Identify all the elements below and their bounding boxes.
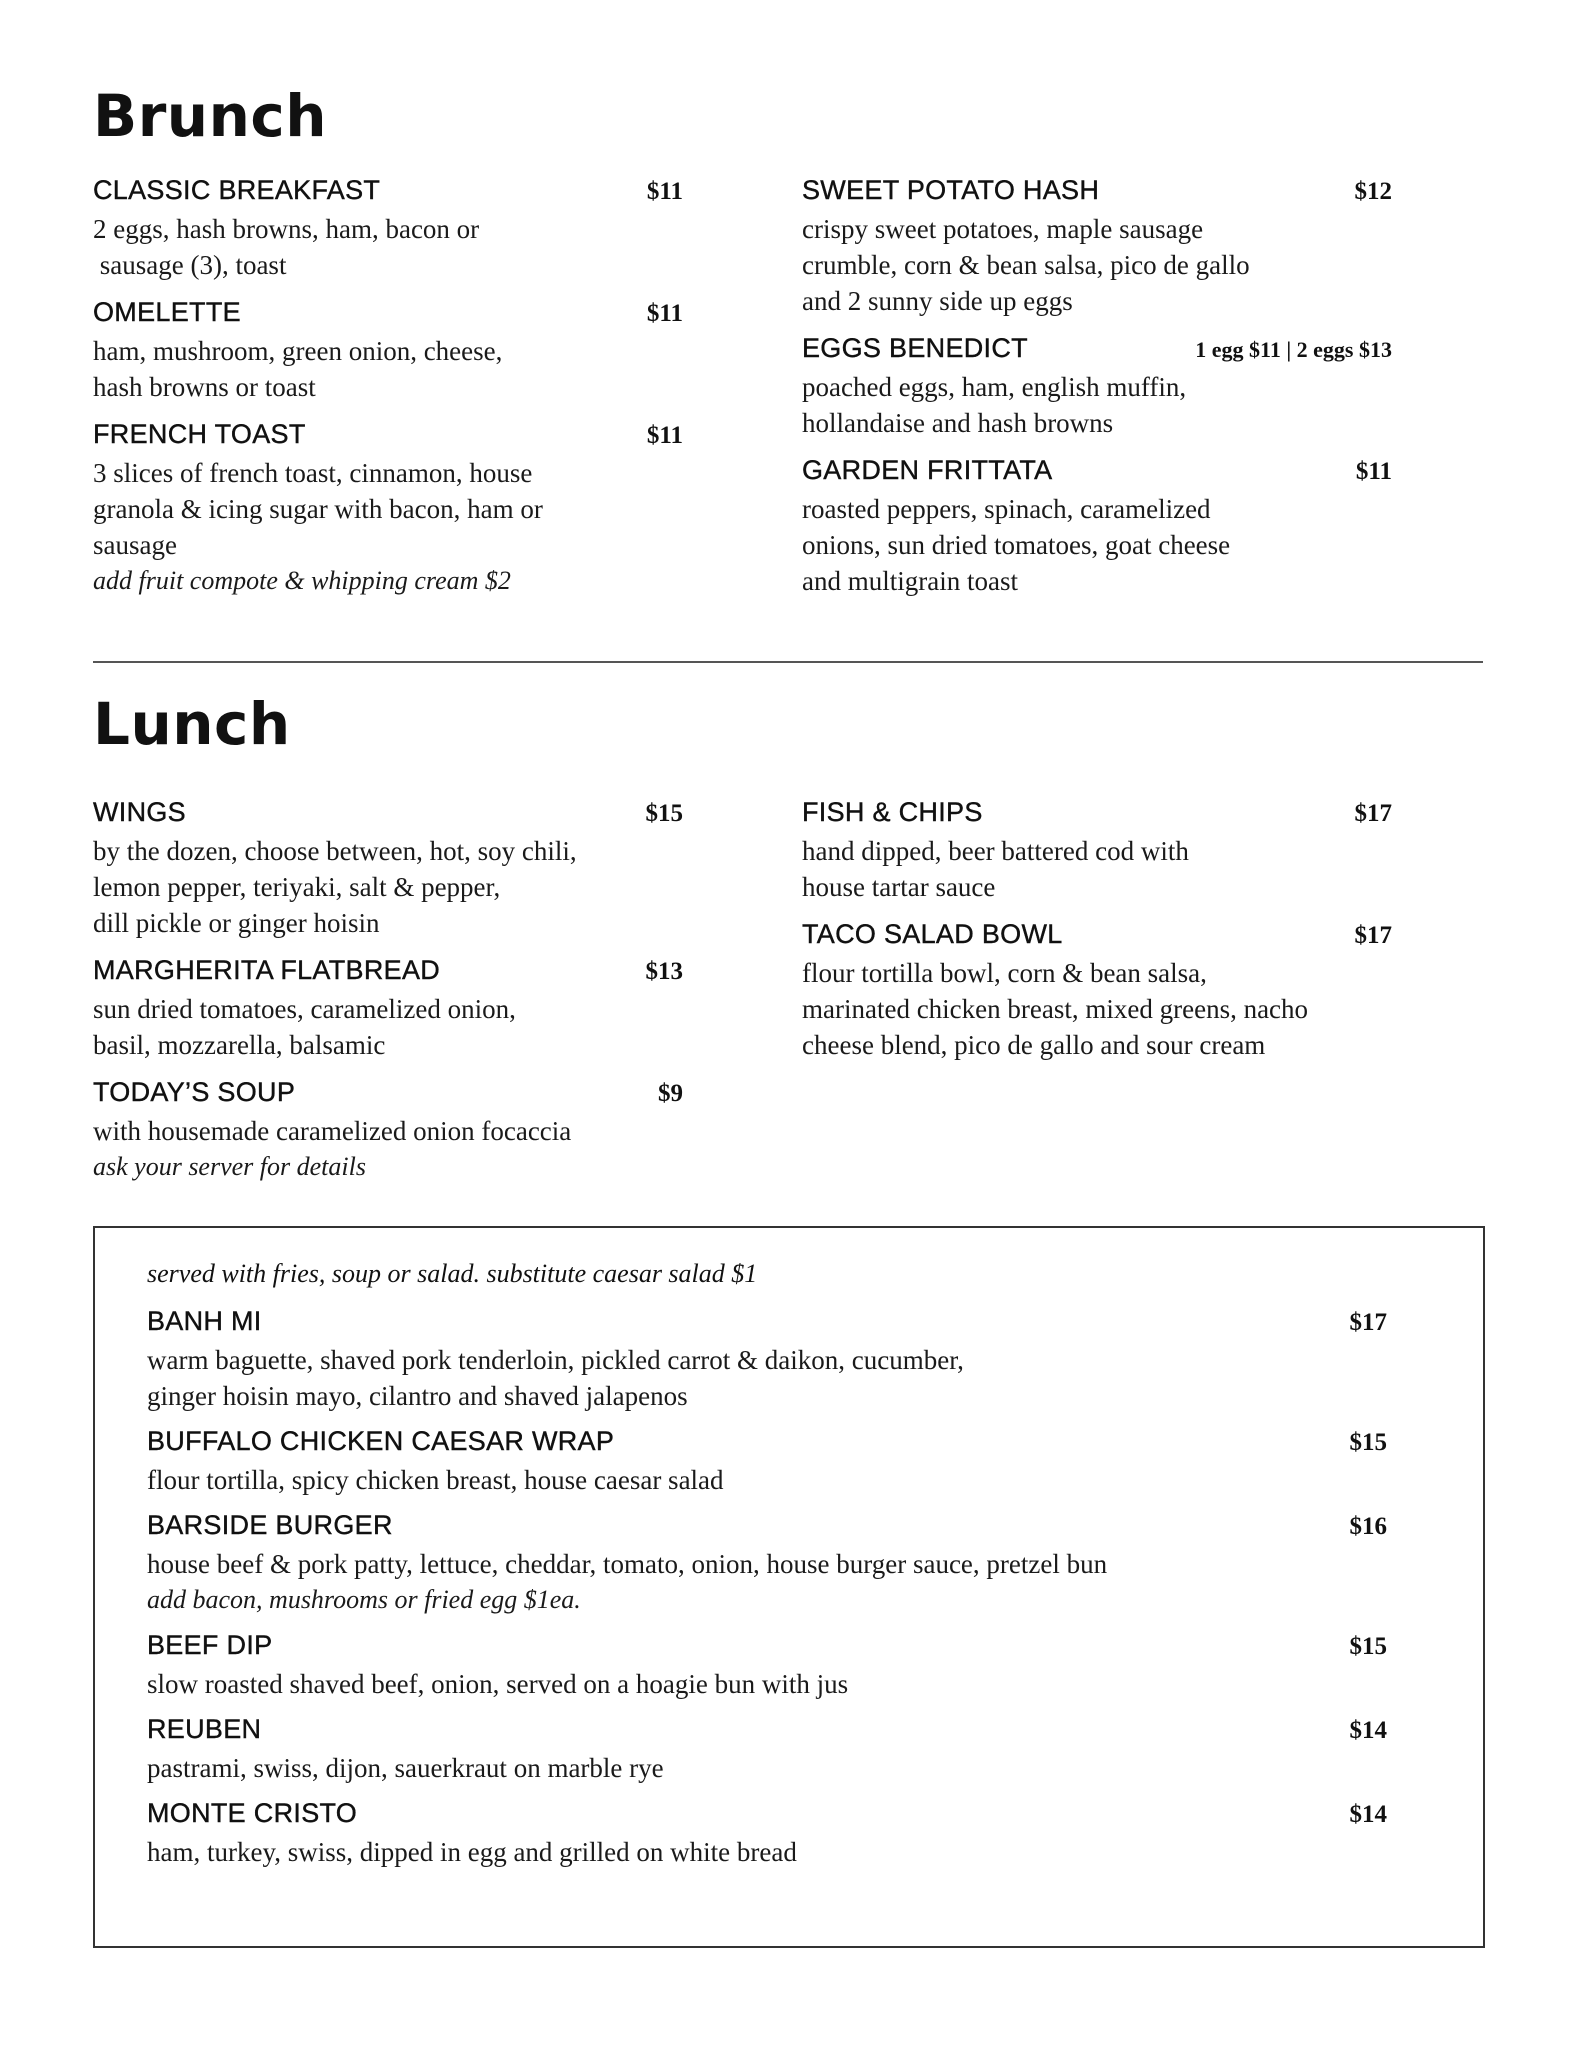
menu-item [147,1714,1387,1786]
item-description-line: marinated chicken breast, mixed greens, nacho [802,994,1309,1024]
item-name: OMELETTE [93,297,241,327]
item-description-line: ham, turkey, swiss, dipped in egg and grilled on white bread [147,1837,797,1867]
item-price: $16 [1349,1513,1387,1540]
item-description-line: house beef & pork patty, lettuce, cheddar, tomato, onion, house burger sauce, pretzel bun [147,1549,1108,1579]
item-description-line: onions, sun dried tomatoes, goat cheese [802,530,1231,560]
item-name: BARSIDE BURGER [147,1510,393,1540]
lunch-heading: Lunch [93,690,291,758]
item-description-line: with housemade caramelized onion focaccia [93,1116,572,1146]
menu-item [93,797,683,941]
item-description-line: sun dried tomatoes, caramelized onion, [93,994,516,1024]
item-description-line: 3 slices of french toast, cinnamon, house [93,458,533,488]
item-description-line: flour tortilla, spicy chicken breast, house caesar salad [147,1465,724,1495]
item-price: $17 [1354,922,1392,949]
lunch-right-column [802,797,1392,1077]
item-description-line: dill pickle or ginger hoisin [93,908,380,938]
menu-item [147,1306,1387,1414]
item-price: $13 [645,958,683,985]
menu-item [802,919,1392,1063]
item-name: REUBEN [147,1714,262,1744]
item-price: $17 [1349,1309,1387,1336]
menu-item [93,297,683,405]
item-name: EGGS BENEDICT [802,333,1028,363]
item-description-line: sausage (3), toast [93,250,287,280]
item-price: $15 [645,800,683,827]
item-name: MONTE CRISTO [147,1798,358,1828]
sandwiches-intro-note: served with fries, soup or salad. substitute caesar salad $1 [147,1259,758,1288]
menu-item [802,455,1392,599]
menu-item [93,955,683,1063]
item-price: $12 [1354,178,1392,205]
item-description-line: warm baguette, shaved pork tenderloin, pickled carrot & daikon, cucumber, [147,1345,964,1375]
item-description-line: and multigrain toast [802,566,1018,596]
item-name: CLASSIC BREAKFAST [93,175,381,205]
item-name: FRENCH TOAST [93,419,306,449]
item-note: ask your server for details [93,1152,366,1181]
menu-item [147,1798,1387,1870]
item-name: TODAY’S SOUP [93,1077,296,1107]
item-price: 1 egg $11 | 2 eggs $13 [1195,337,1392,362]
brunch-heading: Brunch [93,82,328,150]
item-description-line: pastrami, swiss, dijon, sauerkraut on marble rye [147,1753,664,1783]
item-description-line: sausage [93,530,177,560]
item-description-line: house tartar sauce [802,872,996,902]
item-description-line: hollandaise and hash browns [802,408,1114,438]
menu-item [147,1426,1387,1498]
lunch-left-column [93,797,683,1199]
item-description-line: and 2 sunny side up eggs [802,286,1073,316]
item-name: SWEET POTATO HASH [802,175,1100,205]
item-description-line: ham, mushroom, green onion, cheese, [93,336,503,366]
item-description-line: hand dipped, beer battered cod with [802,836,1189,866]
item-note: add fruit compote & whipping cream $2 [93,566,511,595]
item-description-line: crispy sweet potatoes, maple sausage [802,214,1204,244]
sandwiches-box [93,1226,1485,1948]
item-name: WINGS [93,797,186,827]
item-name: TACO SALAD BOWL [802,919,1063,949]
item-price: $11 [1355,458,1392,485]
item-description-line: hash browns or toast [93,372,316,402]
menu-item [802,333,1392,441]
item-description-line: crumble, corn & bean salsa, pico de gallo [802,250,1250,280]
item-price: $14 [1349,1801,1387,1828]
item-description-line: granola & icing sugar with bacon, ham or [93,494,543,524]
item-description-line: lemon pepper, teriyaki, salt & pepper, [93,872,501,902]
menu-item [93,175,683,283]
item-price: $17 [1354,800,1392,827]
item-name: FISH & CHIPS [802,797,983,827]
item-price: $9 [658,1080,683,1107]
item-description-line: poached eggs, ham, english muffin, [802,372,1187,402]
item-price: $11 [646,178,683,205]
menu-item [93,1077,683,1185]
menu-item [147,1510,1387,1618]
menu-item [802,175,1392,319]
item-price: $15 [1349,1633,1387,1660]
item-name: GARDEN FRITTATA [802,455,1053,485]
menu-item [147,1630,1387,1702]
item-price: $15 [1349,1429,1387,1456]
item-note: add bacon, mushrooms or fried egg $1ea. [147,1585,581,1614]
item-name: BEEF DIP [147,1630,273,1660]
item-description-line: by the dozen, choose between, hot, soy chili, [93,836,577,866]
item-name: MARGHERITA FLATBREAD [93,955,441,985]
item-description-line: ginger hoisin mayo, cilantro and shaved jalapenos [147,1381,688,1411]
item-price: $14 [1349,1717,1387,1744]
item-description-line: cheese blend, pico de gallo and sour cream [802,1030,1266,1060]
item-description-line: 2 eggs, hash browns, ham, bacon or [93,214,480,244]
section-divider [93,661,1483,663]
menu-item [802,797,1392,905]
item-price: $11 [646,300,683,327]
item-name: BUFFALO CHICKEN CAESAR WRAP [147,1426,615,1456]
item-description-line: flour tortilla bowl, corn & bean salsa, [802,958,1207,988]
item-name: BANH MI [147,1306,262,1336]
menu-item [93,419,683,599]
item-price: $11 [646,422,683,449]
brunch-right-column [802,175,1392,613]
sandwiches-list [147,1256,1387,1882]
item-description-line: basil, mozzarella, balsamic [93,1030,386,1060]
brunch-left-column [93,175,683,613]
item-description-line: slow roasted shaved beef, onion, served on a hoagie bun with jus [147,1669,849,1699]
item-description-line: roasted peppers, spinach, caramelized [802,494,1211,524]
